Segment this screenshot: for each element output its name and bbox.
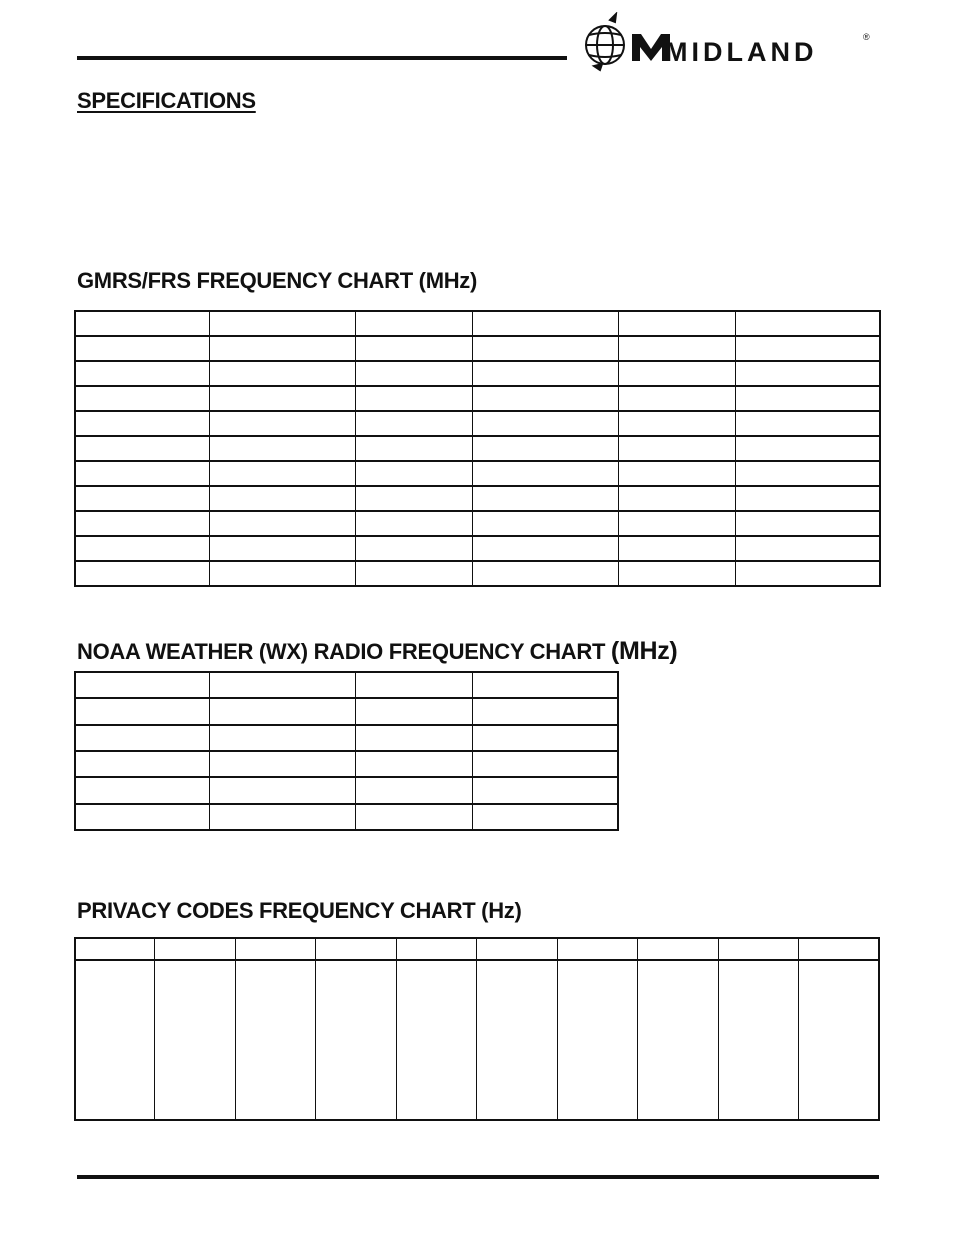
table-row [75,486,880,511]
table-cell [798,960,879,1120]
table-cell [735,511,880,536]
table-cell [209,698,355,724]
table-cell [209,311,355,336]
table-cell [557,938,637,960]
table-cell [75,461,209,486]
table-cell [355,561,472,586]
table-cell [75,960,154,1120]
table-cell [209,536,355,561]
table-cell [472,725,618,751]
table-cell [735,536,880,561]
table-cell [209,436,355,461]
table-cell [75,311,209,336]
table-row [75,311,880,336]
table-cell [476,960,557,1120]
noaa-chart-heading [77,637,677,666]
table-cell [235,938,315,960]
table-cell [355,672,472,698]
table-cell [618,536,735,561]
table-cell [735,436,880,461]
table-cell [75,336,209,361]
table-cell [154,960,235,1120]
registered-mark: ® [863,32,870,42]
page-title [77,88,256,114]
table-cell [472,561,618,586]
table-cell [355,536,472,561]
table-cell [209,511,355,536]
table-cell [75,386,209,411]
table-cell [618,411,735,436]
noaa-chart-unit: (MHz) [610,637,678,665]
table-cell [637,960,718,1120]
table-row [75,672,618,698]
table-cell [472,386,618,411]
table-cell [75,486,209,511]
table-cell [209,751,355,777]
table-cell [75,725,209,751]
footer-rule [77,1175,879,1179]
table-cell [75,777,209,803]
table-cell [75,436,209,461]
table-row [75,960,879,1120]
table-cell [75,361,209,386]
table-cell [315,960,396,1120]
privacy-chart-heading [77,898,522,924]
table-cell [209,777,355,803]
header-rule [77,56,567,60]
page-title-text: SPECIFICATIONS [77,88,256,113]
table-cell [472,698,618,724]
table-cell [735,361,880,386]
table-row [75,751,618,777]
table-cell [557,960,637,1120]
gmrs-chart-title: GMRS/FRS FREQUENCY CHART [77,268,413,293]
table-cell [209,361,355,386]
table-cell [75,411,209,436]
table-cell [355,336,472,361]
table-cell [75,751,209,777]
table-row [75,436,880,461]
gmrs-chart-unit: (MHz) [418,268,478,293]
table-cell [618,311,735,336]
noaa-frequency-table [74,671,619,831]
table-cell [618,386,735,411]
table-cell [355,777,472,803]
table-cell [355,804,472,830]
table-cell [209,486,355,511]
table-row [75,336,880,361]
noaa-chart-title: NOAA WEATHER (WX) RADIO FREQUENCY CHART [77,639,606,664]
table-cell [355,411,472,436]
table-cell [735,311,880,336]
table-cell [75,561,209,586]
globe-icon [586,14,624,70]
table-cell [355,751,472,777]
table-row [75,777,618,803]
table-cell [75,511,209,536]
table-cell [355,486,472,511]
table-row [75,461,880,486]
table-cell [209,386,355,411]
table-cell [472,672,618,698]
table-cell [209,461,355,486]
table-cell [472,751,618,777]
midland-logo [580,12,880,72]
table-cell [75,698,209,724]
table-row [75,804,618,830]
table-cell [618,561,735,586]
table-row [75,561,880,586]
table-cell [476,938,557,960]
table-cell [355,386,472,411]
table-cell [396,960,476,1120]
table-cell [75,804,209,830]
table-cell [355,698,472,724]
table-cell [618,361,735,386]
table-cell [735,336,880,361]
table-cell [209,561,355,586]
table-cell [209,804,355,830]
table-cell [355,361,472,386]
table-cell [154,938,235,960]
gmrs-frequency-table [74,310,881,587]
table-cell [472,536,618,561]
table-cell [618,511,735,536]
table-cell [472,361,618,386]
table-row [75,361,880,386]
table-cell [798,938,879,960]
table-cell [472,411,618,436]
table-cell [209,336,355,361]
table-row [75,511,880,536]
table-cell [355,311,472,336]
table-cell [472,311,618,336]
table-row [75,536,880,561]
table-cell [718,960,798,1120]
table-cell [472,511,618,536]
table-cell [735,386,880,411]
table-cell [235,960,315,1120]
table-cell [355,436,472,461]
table-row [75,411,880,436]
privacy-chart-unit: (Hz) [481,898,522,923]
table-cell [209,411,355,436]
brand-name: MIDLAND [665,37,818,67]
table-cell [735,411,880,436]
table-cell [618,436,735,461]
table-row [75,386,880,411]
table-cell [637,938,718,960]
table-cell [75,672,209,698]
table-cell [355,511,472,536]
table-cell [396,938,476,960]
table-cell [735,561,880,586]
table-cell [472,804,618,830]
table-cell [75,938,154,960]
table-cell [355,725,472,751]
table-cell [618,461,735,486]
table-cell [75,536,209,561]
table-row [75,938,879,960]
table-cell [472,486,618,511]
table-cell [472,777,618,803]
privacy-chart-title: PRIVACY CODES FREQUENCY CHART [77,898,476,923]
privacy-codes-table [74,937,880,1121]
table-cell [618,486,735,511]
table-cell [735,486,880,511]
table-cell [209,725,355,751]
table-row [75,698,618,724]
table-cell [718,938,798,960]
table-cell [618,336,735,361]
table-cell [209,672,355,698]
table-cell [472,336,618,361]
gmrs-chart-heading [77,268,477,294]
table-cell [735,461,880,486]
table-cell [472,436,618,461]
table-cell [472,461,618,486]
table-cell [315,938,396,960]
table-cell [355,461,472,486]
table-row [75,725,618,751]
